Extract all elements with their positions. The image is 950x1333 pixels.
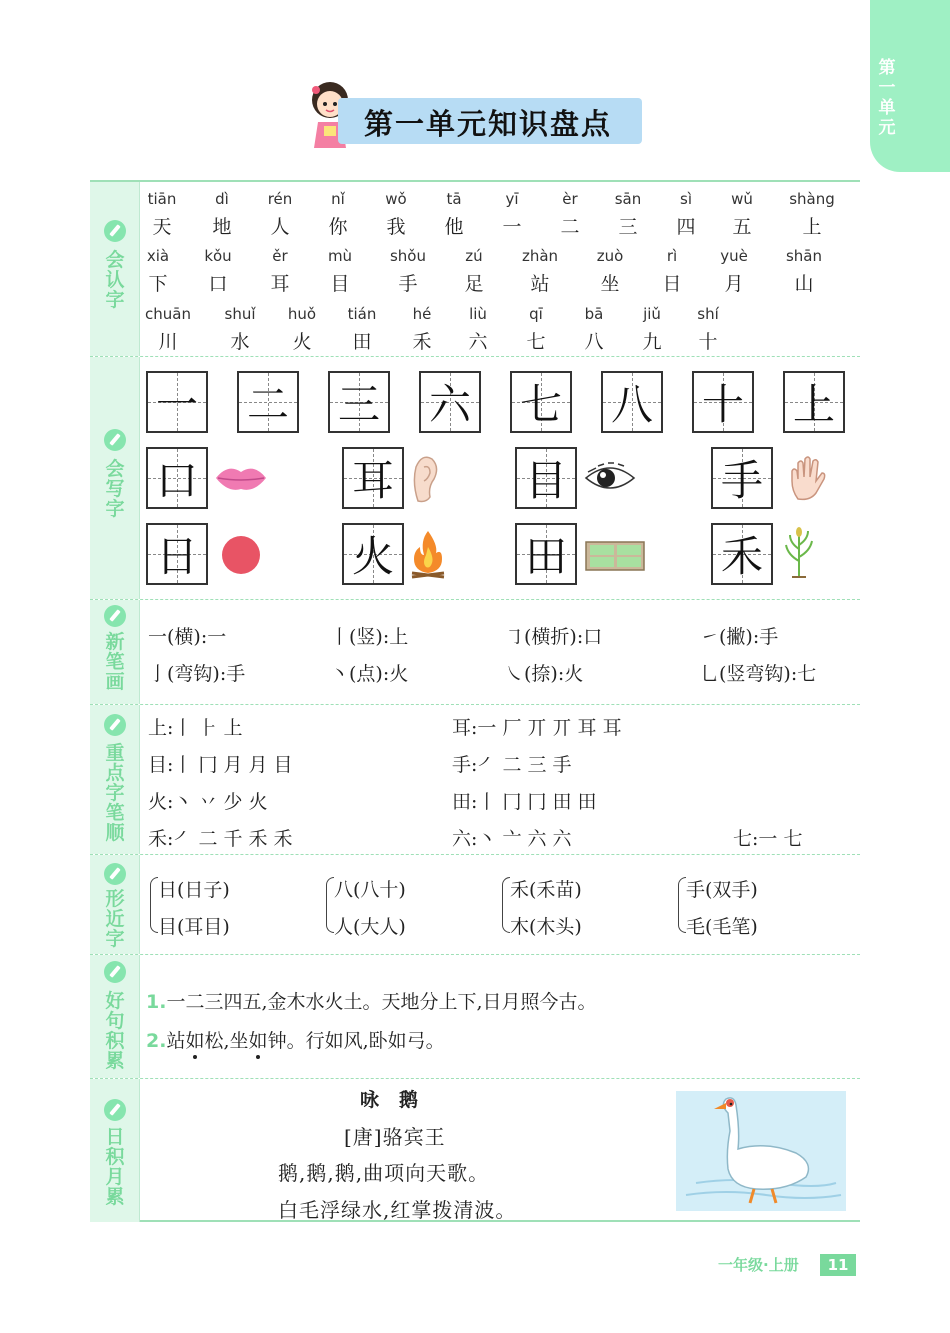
fire-icon bbox=[408, 529, 448, 579]
hanzi: 下 bbox=[148, 273, 168, 295]
stroke-item: ㇀(撇):手 bbox=[700, 626, 779, 648]
hanzi: 一 bbox=[502, 216, 522, 238]
pinyin: shǒu bbox=[389, 247, 426, 265]
hanzi: 五 bbox=[732, 216, 752, 238]
write-grid bbox=[237, 371, 299, 433]
hanzi: 耳 bbox=[270, 273, 290, 295]
hanzi: 上 bbox=[802, 216, 822, 238]
similar-char: 手(双手) bbox=[686, 879, 758, 901]
section-sidebar bbox=[90, 705, 140, 854]
pinyin: zú bbox=[465, 247, 483, 265]
hanzi: 三 bbox=[618, 216, 638, 238]
hanzi: 川 bbox=[158, 331, 178, 353]
pinyin: shuǐ bbox=[224, 305, 256, 323]
write-grid bbox=[419, 371, 481, 433]
pinyin: sān bbox=[614, 190, 642, 208]
sentence-1 bbox=[146, 987, 597, 1014]
pinyin: yī bbox=[505, 190, 519, 208]
goose-illustration bbox=[676, 1091, 846, 1211]
pinyin: qī bbox=[529, 305, 543, 323]
stroke-order-line: 六:丶 亠 六 六 bbox=[452, 828, 572, 850]
hanzi: 你 bbox=[328, 216, 348, 238]
hanzi: 十 bbox=[698, 331, 718, 353]
hanzi: 日 bbox=[662, 273, 682, 295]
pencil-icon bbox=[104, 605, 126, 627]
write-grid bbox=[342, 447, 404, 509]
pinyin: èr bbox=[562, 190, 578, 208]
sentence-text: 站 bbox=[166, 1030, 186, 1052]
section-label: 日积月累 bbox=[105, 1126, 125, 1208]
similar-char: 毛(毛笔) bbox=[686, 916, 758, 938]
page-number: 11 bbox=[820, 1254, 856, 1276]
pinyin: dì bbox=[215, 190, 229, 208]
section-label: 重点字笔顺 bbox=[105, 742, 125, 844]
grid-char: 八 bbox=[610, 380, 653, 429]
hanzi: 二 bbox=[560, 216, 580, 238]
section-label: 好句积累 bbox=[105, 990, 125, 1072]
grid-char: 三 bbox=[337, 380, 380, 429]
pinyin: xià bbox=[146, 247, 170, 265]
grid-char: 二 bbox=[246, 380, 289, 429]
grid-char: 手 bbox=[720, 456, 763, 505]
hand-icon bbox=[788, 455, 828, 501]
grid-char: 目 bbox=[524, 456, 567, 505]
section-label: 会认字 bbox=[105, 249, 125, 311]
write-grid bbox=[711, 523, 773, 585]
section-good-sentences bbox=[90, 955, 860, 1079]
hanzi: 月 bbox=[724, 273, 744, 295]
rice-plant-icon bbox=[784, 527, 814, 579]
write-grid bbox=[146, 371, 208, 433]
sentence-number: 2. bbox=[146, 1030, 167, 1052]
pinyin: rì bbox=[666, 247, 678, 265]
write-grid bbox=[510, 371, 572, 433]
grid-char: 七 bbox=[519, 380, 562, 429]
section-label: 形近字 bbox=[105, 888, 125, 950]
section-sidebar bbox=[90, 955, 140, 1078]
write-grid bbox=[601, 371, 663, 433]
footer-grade: 一年级·上册 bbox=[718, 1256, 799, 1274]
stroke-order-line: 耳:一 厂 丌 丌 耳 耳 bbox=[452, 717, 622, 739]
sentence-text: 一二三四五,金木水火土。天地分上下,日月照今古。 bbox=[166, 991, 597, 1013]
stroke-item: ㇆(横折):口 bbox=[505, 626, 603, 648]
write-grid bbox=[146, 523, 208, 585]
hanzi: 坐 bbox=[600, 273, 620, 295]
grid-char: 田 bbox=[524, 532, 567, 581]
grid-char: 耳 bbox=[351, 456, 394, 505]
hanzi: 九 bbox=[642, 331, 662, 353]
pinyin: rén bbox=[267, 190, 293, 208]
write-grid bbox=[146, 447, 208, 509]
section-recognize bbox=[90, 182, 860, 357]
hanzi: 火 bbox=[292, 331, 312, 353]
pinyin: shàng bbox=[789, 190, 835, 208]
lips-icon bbox=[214, 463, 268, 493]
page-header bbox=[300, 78, 650, 156]
pinyin: ěr bbox=[272, 247, 288, 265]
stroke-item: ㇏(捺):火 bbox=[505, 663, 584, 685]
section-write bbox=[90, 357, 860, 600]
poem-line: 鹅,鹅,鹅,曲项向天歌。 bbox=[278, 1161, 490, 1185]
grid-char: 口 bbox=[155, 456, 198, 505]
section-sidebar bbox=[90, 1079, 140, 1222]
grid-char: 上 bbox=[792, 380, 835, 429]
pinyin: mù bbox=[327, 247, 353, 265]
dotted-char: 如 bbox=[185, 1030, 205, 1052]
write-grid bbox=[692, 371, 754, 433]
poem-author: [唐]骆宾王 bbox=[344, 1125, 446, 1149]
grid-char: 禾 bbox=[720, 532, 763, 581]
section-new-strokes bbox=[90, 600, 860, 705]
unit-tab-label: 第一单元 bbox=[878, 58, 896, 138]
similar-char: 日(日子) bbox=[158, 879, 230, 901]
similar-char: 木(木头) bbox=[510, 916, 582, 938]
hanzi: 田 bbox=[352, 331, 372, 353]
hanzi: 手 bbox=[398, 273, 418, 295]
sentence-text: 松, bbox=[204, 1030, 230, 1052]
poem-line: 白毛浮绿水,红掌拨清波。 bbox=[278, 1198, 517, 1222]
eye-icon bbox=[584, 462, 636, 494]
pinyin: hé bbox=[412, 305, 432, 323]
pencil-icon bbox=[104, 429, 126, 451]
hanzi: 目 bbox=[330, 273, 350, 295]
section-sidebar bbox=[90, 855, 140, 954]
sentence-text: 坐 bbox=[229, 1030, 249, 1052]
pencil-icon bbox=[104, 714, 126, 736]
pinyin: wǒ bbox=[385, 190, 407, 208]
grid-char: 火 bbox=[351, 532, 394, 581]
pencil-icon bbox=[104, 863, 126, 885]
grid-char: 一 bbox=[155, 380, 198, 429]
hanzi: 我 bbox=[386, 216, 406, 238]
pinyin: shí bbox=[697, 305, 719, 323]
write-grid bbox=[328, 371, 390, 433]
pinyin: bā bbox=[584, 305, 604, 323]
sentence-2 bbox=[146, 1026, 445, 1053]
section-sidebar bbox=[90, 600, 140, 704]
brace bbox=[678, 877, 686, 933]
grid-char: 十 bbox=[701, 380, 744, 429]
hanzi: 站 bbox=[530, 273, 550, 295]
stroke-item: 亅(弯钩):手 bbox=[148, 663, 246, 685]
brace bbox=[502, 877, 510, 933]
pinyin: kǒu bbox=[204, 247, 232, 265]
section-similar-chars bbox=[90, 855, 860, 955]
hanzi: 八 bbox=[584, 331, 604, 353]
similar-char: 目(耳目) bbox=[158, 916, 230, 938]
hanzi: 人 bbox=[270, 216, 290, 238]
knowledge-table bbox=[90, 180, 860, 1222]
hanzi: 山 bbox=[794, 273, 814, 295]
poem-title: 咏鹅 bbox=[360, 1089, 439, 1111]
pinyin: wǔ bbox=[731, 190, 753, 208]
pinyin: huǒ bbox=[287, 305, 317, 323]
stroke-item: 乚(竖弯钩):七 bbox=[700, 663, 817, 685]
hanzi: 禾 bbox=[412, 331, 432, 353]
stroke-order-line: 上:丨 ⺊ 上 bbox=[148, 717, 243, 739]
stroke-order-line: 手:㇒ 二 三 手 bbox=[452, 754, 572, 776]
pinyin: tián bbox=[347, 305, 377, 323]
pinyin: tā bbox=[446, 190, 462, 208]
stroke-item: 丨(竖):上 bbox=[330, 626, 409, 648]
brace bbox=[150, 877, 158, 933]
pinyin: tiān bbox=[147, 190, 177, 208]
pinyin: jiǔ bbox=[643, 305, 661, 323]
section-sidebar bbox=[90, 357, 140, 599]
section-stroke-order bbox=[90, 705, 860, 855]
sentence-text: 钟。行如风,卧如弓。 bbox=[267, 1030, 445, 1052]
pinyin: sì bbox=[680, 190, 692, 208]
pencil-icon bbox=[104, 1099, 126, 1121]
pinyin: liù bbox=[469, 305, 487, 323]
hanzi: 六 bbox=[468, 331, 488, 353]
similar-char: 人(大人) bbox=[334, 916, 406, 938]
hanzi: 口 bbox=[208, 273, 228, 295]
stroke-item: 一(横):一 bbox=[148, 626, 227, 648]
hanzi: 天 bbox=[152, 216, 172, 238]
grid-char: 六 bbox=[428, 380, 471, 429]
ear-icon bbox=[410, 453, 440, 503]
pencil-icon bbox=[104, 961, 126, 983]
hanzi: 地 bbox=[212, 216, 232, 238]
write-grid bbox=[515, 447, 577, 509]
similar-char: 八(八十) bbox=[334, 879, 406, 901]
pinyin: nǐ bbox=[331, 190, 345, 208]
section-label: 会写字 bbox=[105, 458, 125, 520]
grid-char: 日 bbox=[155, 532, 198, 581]
pinyin: chuān bbox=[145, 305, 191, 323]
hanzi: 七 bbox=[526, 331, 546, 353]
stroke-order-line: 火:丶 丷 少 火 bbox=[148, 791, 268, 813]
pinyin: zhàn bbox=[521, 247, 559, 265]
section-daily-accumulation bbox=[90, 1079, 860, 1222]
pinyin: shān bbox=[785, 247, 823, 265]
write-grid bbox=[342, 523, 404, 585]
dotted-char: 如 bbox=[248, 1030, 268, 1052]
hanzi: 水 bbox=[230, 331, 250, 353]
sun-icon bbox=[220, 534, 262, 576]
hanzi: 足 bbox=[464, 273, 484, 295]
stroke-order-line: 田:丨 冂 冂 田 田 bbox=[452, 791, 597, 813]
hanzi: 他 bbox=[444, 216, 464, 238]
section-label: 新笔画 bbox=[105, 631, 125, 693]
stroke-order-line: 目:丨 冂 月 月 目 bbox=[148, 754, 293, 776]
stroke-order-line: 七:一 七 bbox=[733, 828, 803, 850]
page-title: 第一单元知识盘点 bbox=[364, 107, 613, 141]
pinyin: zuò bbox=[596, 247, 624, 265]
sentence-number: 1. bbox=[146, 991, 167, 1013]
write-grid bbox=[515, 523, 577, 585]
write-grid bbox=[711, 447, 773, 509]
stroke-item: 丶(点):火 bbox=[330, 663, 409, 685]
similar-char: 禾(禾苗) bbox=[510, 879, 582, 901]
stroke-order-line: 禾:㇒ 二 千 禾 禾 bbox=[148, 828, 293, 850]
pinyin: yuè bbox=[720, 247, 748, 265]
hanzi: 四 bbox=[676, 216, 696, 238]
pencil-icon bbox=[104, 220, 126, 242]
field-icon bbox=[584, 540, 646, 572]
write-grid bbox=[783, 371, 845, 433]
brace bbox=[326, 877, 334, 933]
